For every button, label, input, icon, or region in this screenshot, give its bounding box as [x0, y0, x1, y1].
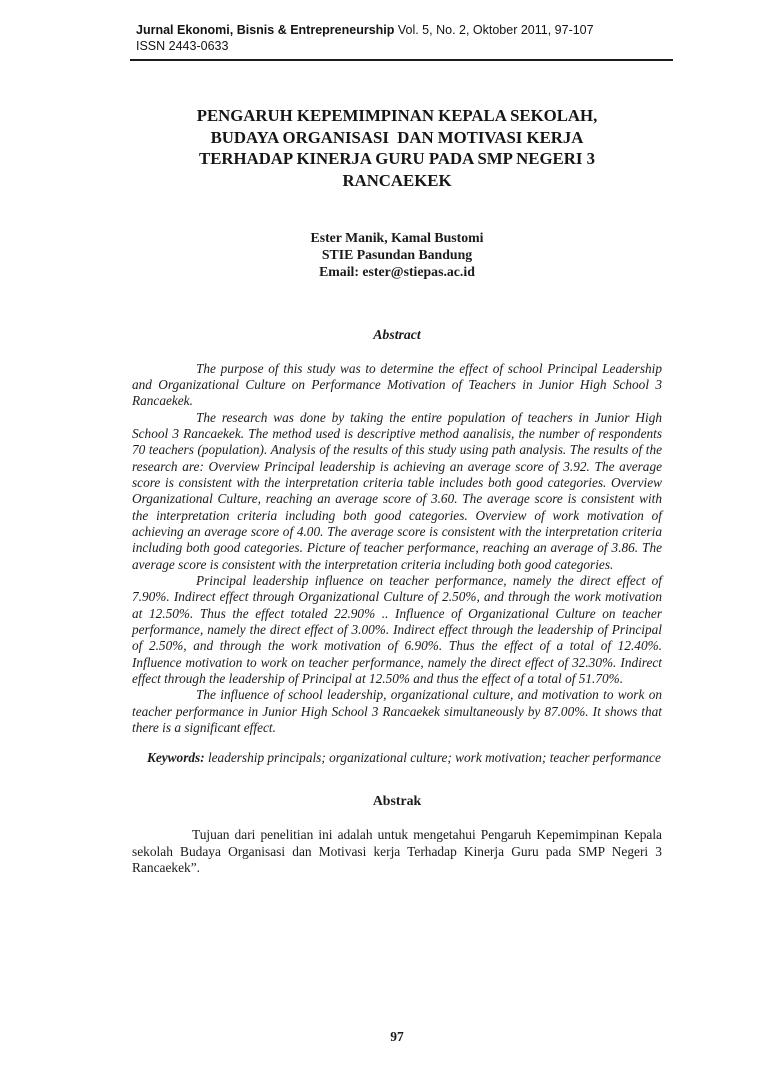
author-block — [132, 229, 662, 281]
paper-title — [132, 105, 662, 191]
page-number: 97 — [390, 1029, 404, 1044]
abstract-heading: Abstract — [373, 326, 421, 342]
keywords-label: Keywords: — [147, 749, 205, 765]
journal-line — [136, 22, 673, 38]
issn-line: ISSN 2443-0633 — [136, 39, 229, 53]
abstract-paragraph-2: The research was done by taking the entire population of teachers in Junior High School 3 Rancaekek. The method used is descriptive method aanalisis, the number of respondents 70 teachers (population). Analysis of the results of this study using path analysis. The results of the research are: Overview Principal leadership is achieving an average score of 3.92. The average score is consistent with the interpretation criteria table includes both good categories. Overview Organizational Culture, reaching an average score of 3.60. The average score is consistent with the interpretation criteria including both good categories. Overview of work motivation of achieving an average score of 4.00. The average score is consistent with the interpretation criteria including both good categories. Picture of teacher performance, reaching an average of 3.86. The average score is consistent with the interpretation criteria including both good categories. — [132, 409, 662, 572]
author-affiliation: STIE Pasundan Bandung — [321, 247, 473, 263]
author-names: Ester Manik, Kamal Bustomi — [310, 230, 484, 245]
abstract-paragraph-4: The influence of school leadership, organizational culture, and motivation to work on teacher performance in Junior High School 3 Rancaekek simultaneously by 87.00%. It shows that there is a significant effect. — [132, 687, 662, 736]
abstract-paragraph-1: The purpose of this study was to determine the effect of school Principal Leadership and Organizational Culture on Performance Motivation of Teachers in Junior High School 3 Rancaekek. — [132, 360, 662, 409]
keywords-text: leadership principals; organizational culture; work motivation; teacher performance — [207, 749, 661, 765]
running-head — [130, 22, 673, 61]
title-line: RANCAEKEK — [342, 170, 452, 190]
keywords-block — [147, 750, 662, 767]
journal-volume-info: Vol. 5, No. 2, Oktober 2011, 97-107 — [394, 23, 594, 37]
author-email: Email: ester@stiepas.ac.id — [319, 264, 475, 280]
content-column — [132, 58, 662, 877]
title-line: PENGARUH KEPEMIMPINAN KEPALA SEKOLAH, — [196, 106, 598, 125]
abstrak-heading: Abstrak — [372, 793, 422, 809]
abstrak-paragraph-1: Tujuan dari penelitian ini adalah untuk mengetahui Pengaruh Kepemimpinan Kepala sekolah Budaya Organisasi dan Motivasi kerja Terhadap Kinerja Guru pada SMP Negeri 3 Rancaekek”. — [132, 827, 662, 876]
title-line: BUDAYA ORGANISASI DAN MOTIVASI KERJA — [210, 127, 584, 147]
journal-name: Jurnal Ekonomi, Bisnis & Entrepreneurship — [136, 23, 395, 37]
abstract-paragraph-3: Principal leadership influence on teacher performance, namely the direct effect of 7.90%. Indirect effect through Organizational Culture of 2.50%, and through the work motivation at 12.50%. Thus the effect totaled 22.90% .. Influence of Organizational Culture on teacher performance, namely the direct effect of 3.00%. Indirect effect through the leadership of Principal of 2.50%, and through the work motivation of 6.90%. Thus the effect of a total of 12.40%. Influence motivation to work on teacher performance, namely the direct effect of 32.30%. Indirect effect through the leadership of Principal at 12.50% and thus the effect of a total of 51.70%. — [132, 573, 662, 687]
title-line: TERHADAP KINERJA GURU PADA SMP NEGERI 3 — [199, 149, 595, 168]
